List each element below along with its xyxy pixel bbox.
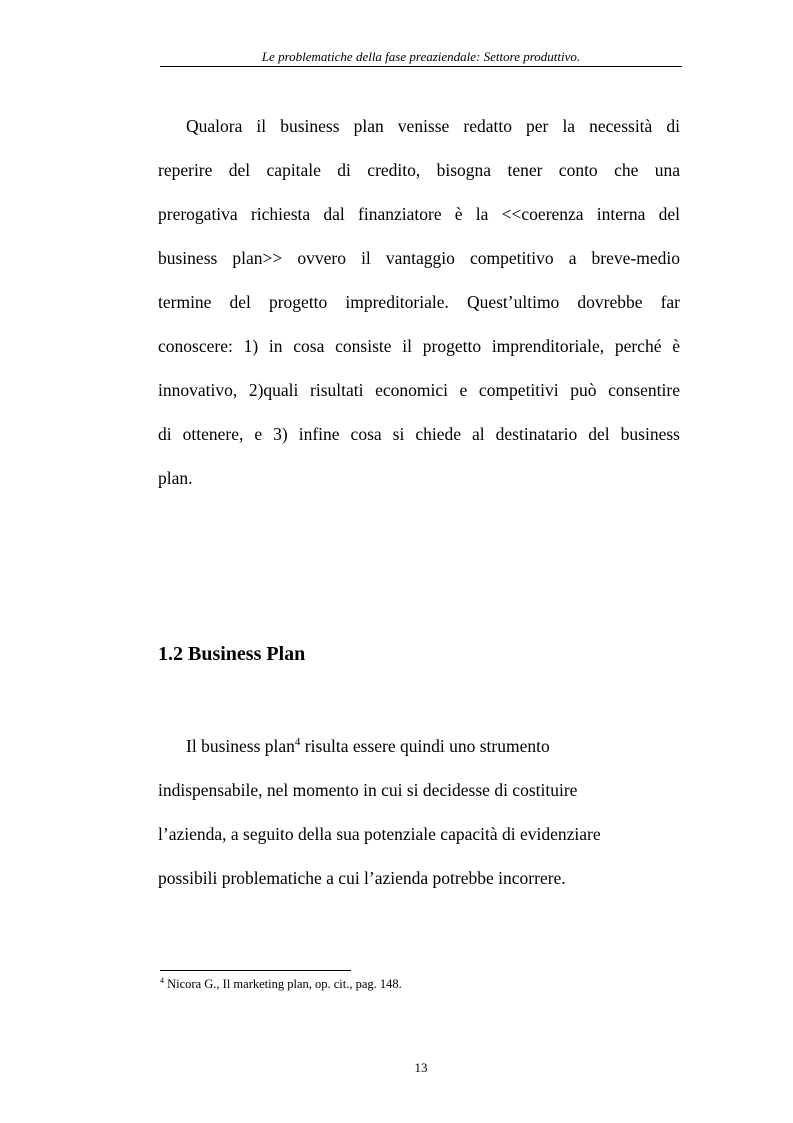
footnote-text: Nicora G., Il marketing plan, op. cit., pag. 148. <box>164 977 402 991</box>
paragraph-credit-capital <box>158 104 680 500</box>
paragraph-line: l’azienda, a seguito della sua potenziale capacità di evidenziare <box>158 824 601 844</box>
running-header: Le problematiche della fase preaziendale: Settore produttivo. <box>261 49 581 64</box>
paragraph-line: possibili problematiche a cui l’azienda potrebbe incorrere. <box>158 868 566 888</box>
paragraph-line: di ottenere, e 3) infine cosa si chiede al destinatario del business <box>158 424 680 444</box>
paragraph-line: conoscere: 1) in cosa consiste il progetto imprenditoriale, perché è <box>158 336 680 356</box>
paragraph-line: business plan>> ovvero il vantaggio competitivo a breve-medio <box>158 248 680 268</box>
footnote-number: 4 <box>160 975 164 985</box>
paragraph-line: prerogativa richiesta dal finanziatore è la <<coerenza interna del <box>158 204 680 224</box>
paragraph-line: innovativo, 2)quali risultati economici e competitivi può consentire <box>158 380 680 400</box>
paragraph-line: indispensabile, nel momento in cui si decidesse di costituire <box>158 780 578 800</box>
paragraph-line: Qualora il business plan venisse redatto per la necessità di <box>186 116 680 136</box>
paragraph-line: reperire del capitale di credito, bisogna tener conto che una <box>158 160 680 180</box>
paragraph-line: plan. <box>158 468 193 488</box>
paragraph-business-plan <box>158 724 680 900</box>
footnote <box>160 976 402 992</box>
paragraph-line <box>158 724 680 768</box>
footnote-reference: 4 <box>294 736 301 749</box>
text-run: Il business plan <box>186 736 295 756</box>
section-heading: 1.2 Business Plan <box>158 643 306 665</box>
paragraph-line: termine del progetto impreditoriale. Quest’ultimo dovrebbe far <box>158 292 680 312</box>
header-rule <box>160 66 682 67</box>
text-run: risulta essere quindi uno strumento <box>300 736 550 756</box>
footnote-rule <box>160 970 351 971</box>
page-number: 13 <box>414 1060 428 1075</box>
